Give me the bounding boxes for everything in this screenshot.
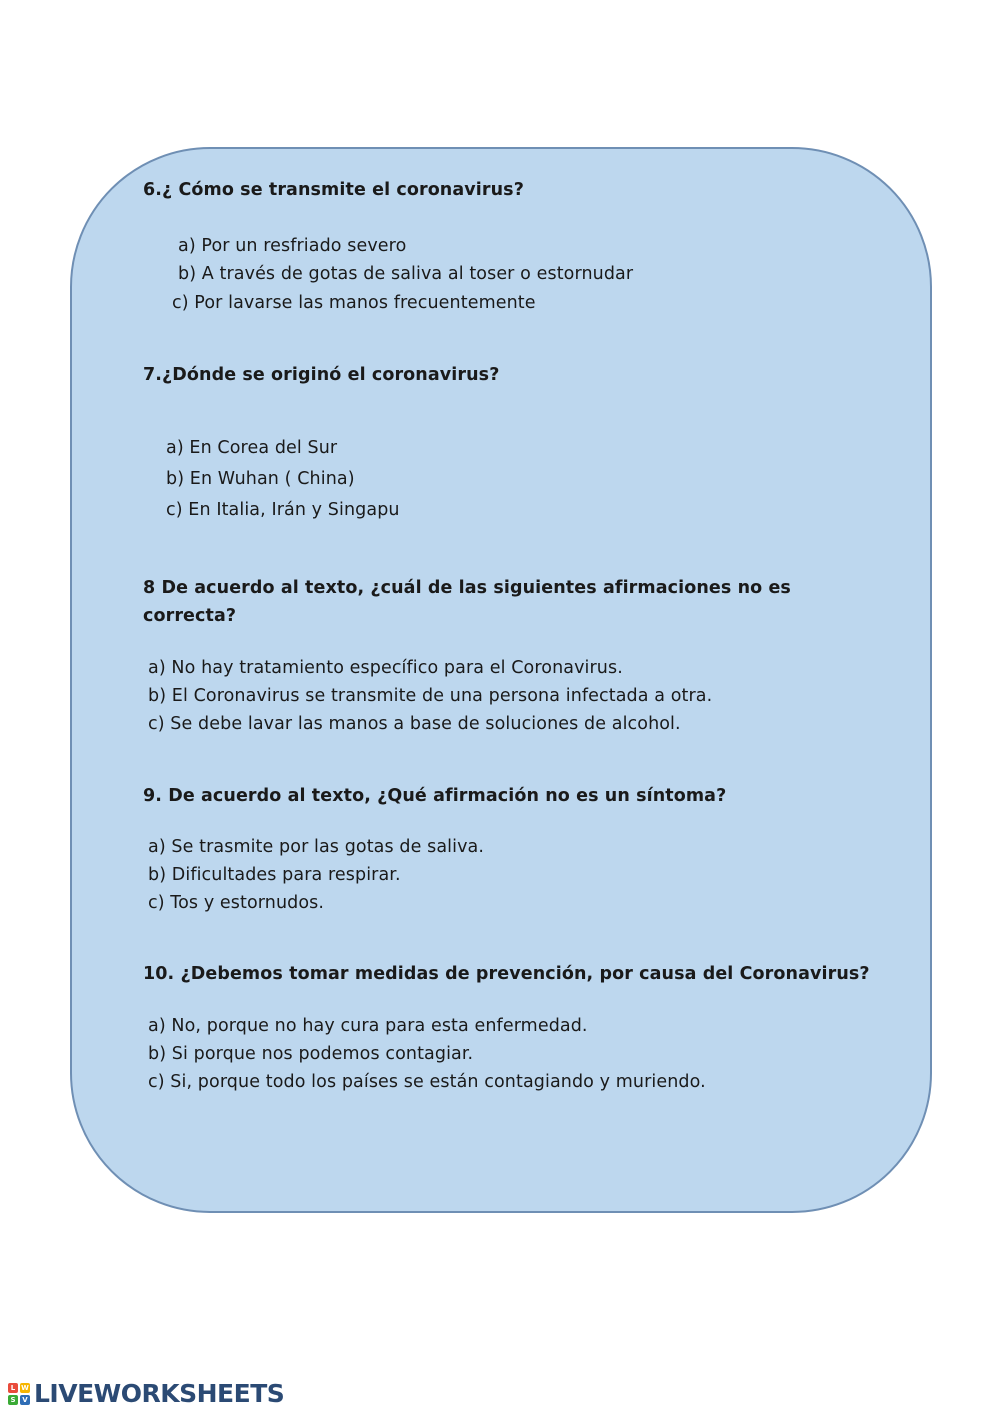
q7-option-a[interactable]: a) En Corea del Sur [166, 438, 338, 458]
logo-cell: V [20, 1395, 30, 1405]
q7-option-b[interactable]: b) En Wuhan ( China) [166, 469, 355, 489]
question-9: 9. De acuerdo al texto, ¿Qué afirmación no es un síntoma? [143, 786, 727, 806]
question-7: 7.¿Dónde se originó el coronavirus? [143, 365, 500, 385]
q8-option-a[interactable]: a) No hay tratamiento específico para el Coronavirus. [148, 658, 623, 678]
q7-option-c[interactable]: c) En Italia, Irán y Singapu [166, 500, 400, 520]
question-8: 8 De acuerdo al texto, ¿cuál de las siguientes afirmaciones no es correcta? [143, 578, 791, 626]
brand-name: LIVEWORKSHEETS [34, 1379, 285, 1408]
liveworksheets-logo-icon [8, 1383, 30, 1405]
q9-option-c[interactable]: c) Tos y estornudos. [148, 893, 325, 913]
q10-option-c[interactable]: c) Si, porque todo los países se están contagiando y muriendo. [148, 1072, 706, 1092]
question-10: 10. ¿Debemos tomar medidas de prevención, por causa del Coronavirus? [143, 964, 870, 984]
logo-cell: L [8, 1383, 18, 1393]
q10-option-b[interactable]: b) Si porque nos podemos contagiar. [148, 1044, 474, 1064]
q8-option-b[interactable]: b) El Coronavirus se transmite de una persona infectada a otra. [148, 686, 713, 706]
q8-option-c[interactable]: c) Se debe lavar las manos a base de soluciones de alcohol. [148, 714, 681, 734]
q6-option-a[interactable]: a) Por un resfriado severo [178, 236, 407, 256]
question-6: 6.¿ Cómo se transmite el coronavirus? [143, 180, 524, 200]
logo-cell: W [21, 1383, 29, 1392]
q9-option-b[interactable]: b) Dificultades para respirar. [148, 865, 401, 885]
footer-brand[interactable] [8, 1379, 284, 1408]
q10-option-a[interactable]: a) No, porque no hay cura para esta enfermedad. [148, 1016, 588, 1036]
q9-option-a[interactable]: a) Se trasmite por las gotas de saliva. [148, 837, 485, 857]
q6-option-c[interactable]: c) Por lavarse las manos frecuentemente [172, 293, 536, 313]
q6-option-b[interactable]: b) A través de gotas de saliva al toser o estornudar [178, 264, 634, 284]
logo-cell: S [8, 1395, 18, 1405]
